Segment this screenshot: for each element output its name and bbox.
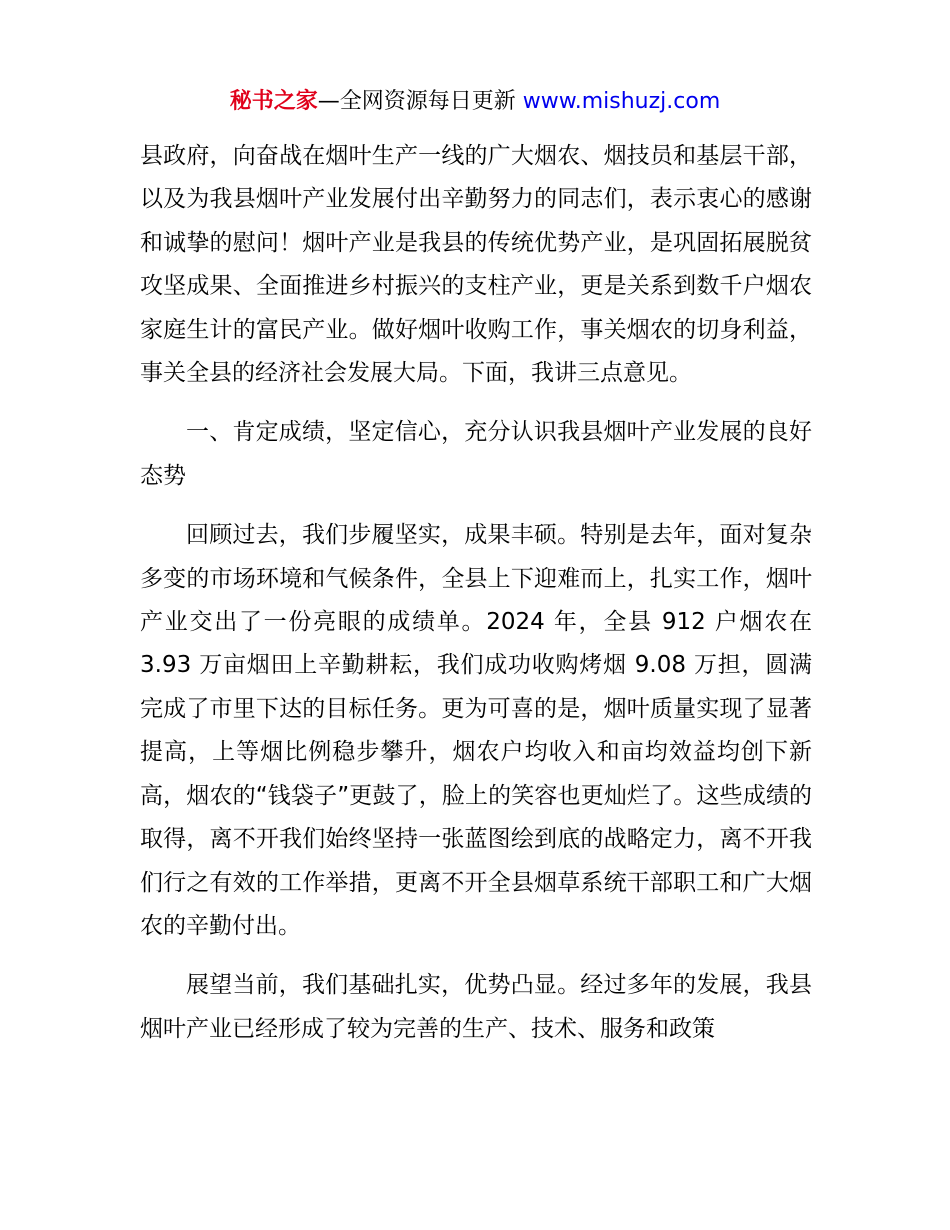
site-brand: 秘书之家 xyxy=(229,89,318,114)
document-body xyxy=(140,135,812,1051)
paragraph-outlook: 展望当前，我们基础扎实，优势凸显。经过多年的发展，我县烟叶产业已经形成了较为完善的生产、技术、服务和政策 xyxy=(140,972,812,1042)
paragraph-review: 回顾过去，我们步履坚实，成果丰硕。特别是去年，面对复杂多变的市场环境和气候条件，全县上下迎难而上，扎实工作，烟叶产业交出了一份亮眼的成绩单。2024 年，全县 912 户烟农在 3.93 万亩烟田上辛勤耕耘，我们成功收购烤烟 9.08 万担，圆满完成了市里下达的目标任务。更为可喜的是，烟叶质量实现了显著提高，上等烟比例稳步攀升，烟农户均收入和亩均效益均创下新高，烟农的“钱袋子”更鼓了，脸上的笑容也更灿烂了。这些成绩的取得，离不开我们始终坚持一张蓝图绘到底的战略定力，离不开我们行之有效的工作举措，更离不开全县烟草系统干部职工和广大烟农的辛勤付出。 xyxy=(140,522,812,939)
section-heading: 一、肯定成绩，坚定信心，充分认识我县烟叶产业发展的良好态势 xyxy=(140,419,812,489)
page-header xyxy=(0,84,950,120)
paragraph-continued: 县政府，向奋战在烟叶生产一线的广大烟农、烟技员和基层干部，以及为我县烟叶产业发展付出辛勤努力的同志们，表示衷心的感谢和诚挚的慰问！烟叶产业是我县的传统优势产业，是巩固拓展脱贫攻坚成果、全面推进乡村振兴的支柱产业，更是关系到数千户烟农家庭生计的富民产业。做好烟叶收购工作，事关烟农的切身利益，事关全县的经济社会发展大局。下面，我讲三点意见。 xyxy=(140,143,812,387)
site-tagline: —全网资源每日更新 xyxy=(317,89,523,114)
site-url-link[interactable]: www.mishuzj.com xyxy=(522,89,721,114)
